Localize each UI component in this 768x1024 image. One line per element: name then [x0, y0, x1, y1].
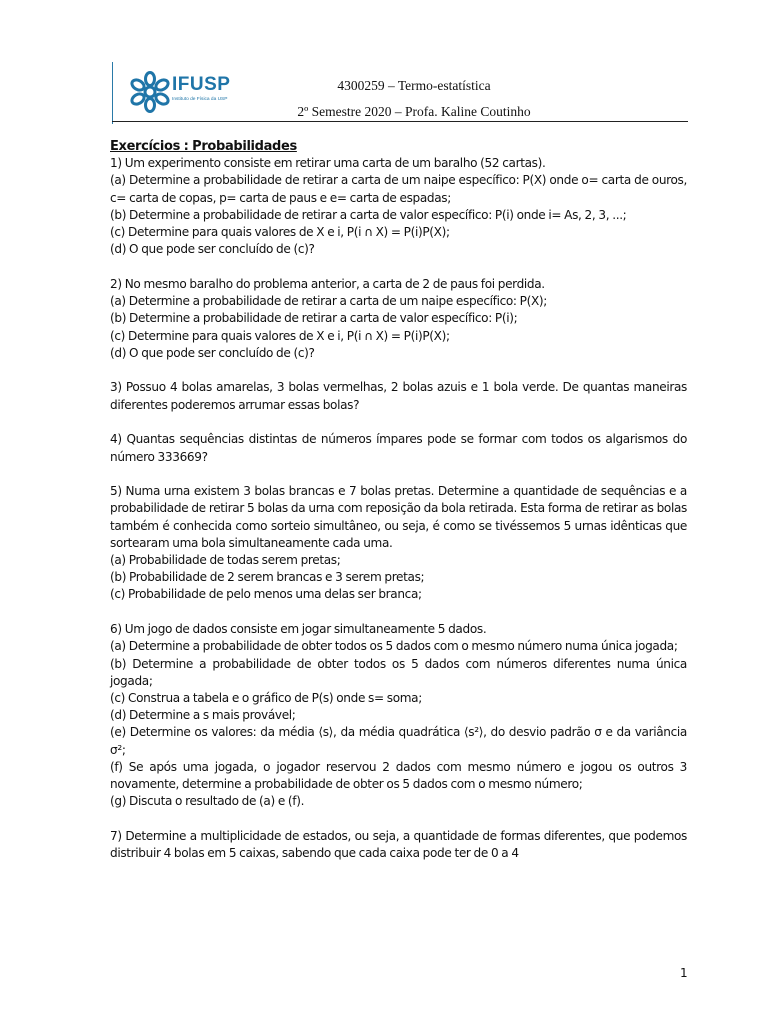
exercise-line: 3) Possuo 4 bolas amarelas, 3 bolas vermelhas, 2 bolas azuis e 1 bola verde. De quantas maneiras diferentes poderemos arrumar essas bolas? — [110, 380, 687, 412]
spacer — [110, 414, 687, 432]
exercise-line: (d) O que pode ser concluído de (c)? — [110, 242, 315, 257]
exercise-line: 1) Um experimento consiste em retirar uma carta de um baralho (52 cartas). — [110, 156, 546, 171]
exercise-line: 6) Um jogo de dados consiste em jogar simultaneamente 5 dados. — [110, 622, 487, 637]
exercise-line: (c) Determine para quais valores de X e i, P(i ∩ X) = P(i)P(X); — [110, 328, 450, 343]
course-title: 4300259 – Termo-estatística — [337, 78, 491, 93]
spacer — [110, 466, 687, 484]
page-number: 1 — [680, 966, 688, 980]
logo-subtext: Instituto de Física da USP — [172, 97, 228, 102]
exercise-line: (a) Determine a probabilidade de retirar a carta de um naipe específico: P(X) onde o= carta de ouros, c= carta de copas, p= carta de paus e e= carta de espadas; — [110, 173, 687, 205]
exercise-content — [110, 138, 687, 862]
exercise-7 — [110, 828, 687, 862]
spacer — [110, 258, 687, 276]
spacer — [110, 810, 687, 828]
exercise-line: (d) O que pode ser concluído de (c)? — [110, 345, 315, 360]
exercise-line: 7) Determine a multiplicidade de estados, ou seja, a quantidade de formas diferentes, que podemos distribuir 4 bolas em 5 caixas, sabendo que cada caixa pode ter de 0 a 4 — [110, 828, 687, 861]
exercise-6 — [110, 621, 687, 810]
exercise-line: (g) Discuta o resultado de (a) e (f). — [110, 794, 305, 809]
exercise-line: (a) Probabilidade de todas serem pretas; — [110, 553, 341, 568]
exercise-3 — [110, 379, 687, 413]
exercise-line: 4) Quantas sequências distintas de números ímpares pode se formar com todos os algarismos do número 333669? — [110, 432, 687, 464]
exercise-5 — [110, 483, 687, 603]
exercise-line: (d) Determine a s mais provável; — [110, 708, 296, 723]
spacer — [110, 362, 687, 380]
exercise-line: 2) No mesmo baralho do problema anterior, a carta de 2 de paus foi perdida. — [110, 276, 545, 291]
exercise-line: (e) Determine os valores: da média ⟨s⟩, da média quadrática ⟨s²⟩, do desvio padrão σ e da variância σ²; — [110, 725, 687, 757]
exercise-line: (c) Probabilidade de pelo menos uma delas ser branca; — [110, 587, 422, 602]
exercise-line: (f) Se após uma jogada, o jogador reservou 2 dados com mesmo número e jogou os outros 3 novamente, determine a probabilidade de obter os 5 dados com o mesmo número; — [110, 759, 687, 791]
exercise-line: (c) Construa a tabela e o gráfico de P(s) onde s= soma; — [110, 690, 422, 705]
exercise-line: (b) Determine a probabilidade de obter todos os 5 dados com números diferentes numa única jogada; — [110, 656, 687, 688]
exercise-2 — [110, 276, 687, 362]
exercise-line: (b) Determine a probabilidade de retirar a carta de valor específico: P(i); — [110, 311, 518, 326]
exercise-line: 5) Numa urna existem 3 bolas brancas e 7 bolas pretas. Determine a quantidade de sequências e a probabilidade de retirar 5 bolas da urna com reposição da bola retirada. Esta forma de retirar as bolas também é conhecida como sorteio simultâneo, ou seja, é como se tivéssemos 5 urnas idênticas que sortearam uma bola simultaneamente cada uma. — [110, 484, 687, 550]
semester-line: 2º Semestre 2020 – Profa. Kaline Coutinho — [297, 104, 531, 119]
exercise-line: (a) Determine a probabilidade de obter todos os 5 dados com o mesmo número numa única jogada; — [110, 639, 678, 654]
section-title: Exercícios : Probabilidades — [110, 139, 297, 154]
exercise-line: (b) Probabilidade de 2 serem brancas e 3 serem pretas; — [110, 570, 425, 585]
exercise-line: (b) Determine a probabilidade de retirar a carta de valor específico: P(i) onde i= As, 2, 3, ...; — [110, 207, 627, 222]
exercise-line: (c) Determine para quais valores de X e i, P(i ∩ X) = P(i)P(X); — [110, 225, 450, 240]
exercise-line: (a) Determine a probabilidade de retirar a carta de um naipe específico: P(X); — [110, 294, 547, 309]
exercise-4 — [110, 431, 687, 465]
logo-text: IFUSP — [172, 74, 231, 95]
page-header — [0, 0, 768, 130]
spacer — [110, 604, 687, 622]
header-horizontal-rule — [112, 121, 688, 122]
exercise-1 — [110, 155, 687, 258]
